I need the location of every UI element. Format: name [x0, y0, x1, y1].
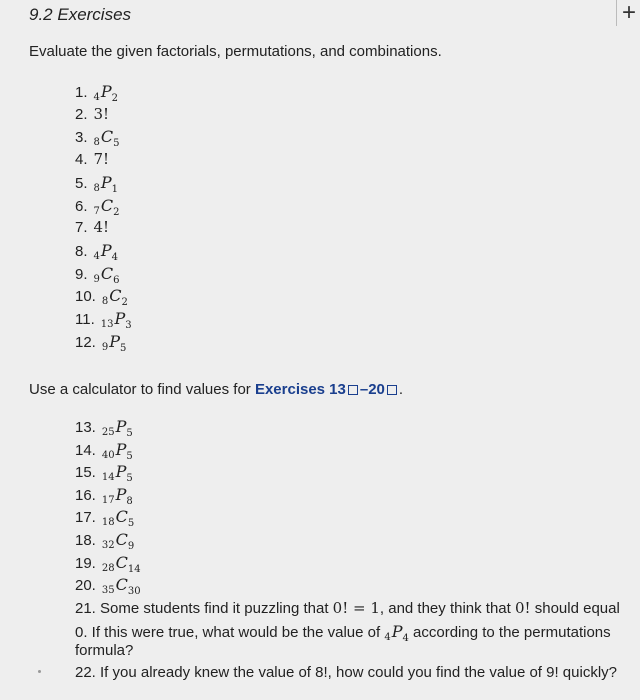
expr-pre-subscript: 8: [101, 296, 109, 308]
q21-text-e: according to the permutations: [408, 624, 611, 641]
exercise-expression: [93, 82, 119, 104]
exercise-item: [75, 286, 128, 308]
exercise-number: 15.: [75, 464, 96, 482]
expr-operator: C: [115, 530, 128, 549]
question-21-line3: formula?: [75, 642, 134, 659]
exercise-item: [75, 530, 134, 552]
zero-factorial-2: 0!: [514, 599, 531, 617]
exercise-expression: [101, 507, 135, 530]
exercise-number: 13.: [75, 419, 96, 436]
link-label-end: –20: [359, 381, 385, 398]
q21-op: P: [391, 622, 403, 641]
exercise-number: 1.: [75, 84, 88, 101]
expr-pre-subscript: 25: [101, 427, 115, 438]
exercise-number: 16.: [75, 486, 96, 504]
expr-operator: C: [109, 286, 122, 306]
exercise-item: [75, 440, 133, 462]
expr-operator: P: [115, 484, 127, 504]
list-bullet: [38, 670, 41, 673]
expr-subscript: 14: [127, 563, 141, 575]
expr-operator: P: [115, 417, 127, 436]
link-label-start: Exercises 13: [254, 381, 346, 398]
exercise-expression: [93, 240, 119, 263]
exercise-expression: [93, 127, 120, 150]
exercise-number: 5.: [75, 174, 88, 192]
exercise-expression: [101, 530, 135, 552]
exercise-item: [75, 332, 126, 354]
expr-pre-subscript: 17: [101, 494, 115, 506]
expr-subscript: 1: [111, 183, 119, 195]
expr-subscript: 30: [127, 586, 141, 598]
exercise-expression: 4!: [93, 218, 110, 237]
q21-text-a: 21. Some students find it puzzling that: [75, 600, 333, 617]
expr-operator: C: [115, 552, 128, 572]
exercise-item: [75, 150, 109, 168]
expr-subscript: 5: [126, 428, 133, 439]
exercise-item: [75, 82, 118, 104]
expr-pre-subscript: 7: [93, 205, 100, 217]
exercise-item: [75, 507, 134, 529]
exercise-item: [75, 575, 141, 597]
expr-operator: C: [115, 507, 128, 527]
expr-operator: P: [109, 331, 120, 351]
exercise-item: [75, 417, 133, 439]
zero-factorial: 0!: [332, 599, 349, 617]
exercise-item: [75, 218, 109, 236]
question-21-line2: [75, 622, 611, 644]
expr-pre-subscript: 8: [93, 182, 100, 194]
exercise-item: [75, 485, 133, 507]
intro-instruction: Evaluate the given factorials, permutations, and combinations.: [29, 43, 442, 60]
exercises-link[interactable]: [255, 381, 399, 398]
q21-pre: 4: [384, 632, 391, 643]
exercise-number: 18.: [75, 532, 96, 549]
q21-text-d: 0. If this were true, what would be the value of: [75, 624, 385, 641]
q21-permutation: [384, 622, 409, 644]
expr-pre-subscript: 18: [101, 517, 115, 529]
exercise-number: 20.: [75, 577, 96, 595]
exercise-number: 9.: [75, 265, 88, 283]
expr-pre-subscript: 4: [93, 250, 100, 262]
exercise-expression: [101, 331, 127, 354]
exercise-item: [75, 264, 120, 286]
expr-pre-subscript: 9: [93, 273, 100, 285]
expr-subscript: 6: [113, 274, 120, 286]
exercise-item: [75, 241, 118, 263]
expr-pre-subscript: 8: [93, 137, 100, 149]
exercise-expression: [101, 286, 128, 309]
exercise-expression: [93, 195, 120, 218]
exercise-expression: [101, 439, 133, 462]
expr-pre-subscript: 32: [101, 540, 115, 551]
expr-operator: C: [100, 195, 114, 215]
plus-icon[interactable]: +: [616, 0, 640, 26]
exercise-item: [75, 309, 132, 331]
exercise-item: [75, 173, 118, 195]
expr-subscript: 5: [120, 342, 127, 354]
exercise-expression: [101, 552, 141, 575]
exercise-item: [75, 196, 120, 218]
expr-pre-subscript: 35: [101, 585, 115, 597]
expr-pre-subscript: 28: [101, 562, 115, 574]
exercise-number: 10.: [75, 288, 96, 306]
expr-operator: P: [114, 309, 126, 328]
expr-subscript: 3: [125, 320, 132, 331]
exercise-number: 7.: [75, 219, 88, 237]
exercise-expression: 7!: [93, 150, 110, 169]
expr-operator: C: [115, 575, 128, 595]
q21-text-b: , and they think that: [379, 600, 515, 617]
exercise-item: [75, 105, 109, 123]
calculator-instruction: [29, 381, 403, 398]
exercise-number: 6.: [75, 197, 88, 215]
q21-sub: 4: [402, 633, 409, 644]
expr-operator: P: [115, 462, 127, 482]
expr-subscript: 5: [127, 518, 135, 530]
exercise-expression: [101, 484, 133, 507]
exercise-number: 14.: [75, 441, 96, 459]
expr-operator: P: [115, 439, 127, 459]
exercise-number: 8.: [75, 242, 88, 260]
expr-pre-subscript: 4: [93, 92, 100, 103]
exercise-number: 12.: [75, 333, 96, 351]
exercise-item: [75, 553, 141, 575]
exercise-number: 17.: [75, 509, 96, 527]
link-box-icon: [348, 385, 358, 395]
section-title: 9.2 Exercises: [29, 5, 132, 24]
equals-one: = 1: [348, 599, 380, 617]
exercise-number: 2.: [75, 105, 88, 123]
exercise-item: [75, 462, 133, 484]
exercise-expression: [100, 309, 132, 331]
expr-pre-subscript: 14: [101, 472, 115, 484]
exercise-item: [75, 127, 120, 149]
expr-subscript: 2: [121, 297, 128, 309]
q21-text-c: should equal: [530, 600, 620, 617]
expr-subscript: 5: [126, 473, 133, 485]
exercise-expression: 3!: [93, 104, 110, 123]
exercise-number: 3.: [75, 129, 88, 147]
expr-pre-subscript: 13: [100, 319, 114, 330]
expr-pre-subscript: 9: [101, 341, 109, 353]
expr-operator: C: [100, 127, 114, 147]
question-22: 22. If you already knew the value of 8!, how could you find the value of 9! quickly?: [75, 664, 617, 681]
exercise-number: 11.: [75, 311, 95, 328]
expr-subscript: 2: [113, 206, 120, 218]
expr-operator: P: [100, 82, 112, 101]
expr-operator: C: [100, 263, 114, 283]
expr-subscript: 5: [126, 450, 133, 462]
expr-pre-subscript: 40: [101, 449, 115, 461]
exercise-number: 19.: [75, 554, 96, 572]
instruction-text: Use a calculator to find values for: [29, 381, 255, 398]
exercise-expression: [101, 417, 133, 439]
expr-operator: P: [100, 240, 112, 260]
instruction-period: .: [398, 381, 404, 398]
expr-subscript: 2: [111, 93, 119, 104]
expr-subscript: 5: [113, 138, 120, 150]
exercise-expression: [93, 172, 119, 195]
expr-operator: P: [100, 172, 112, 192]
exercise-expression: [101, 575, 141, 598]
exercise-expression: [93, 263, 120, 286]
question-21-line1: [75, 599, 620, 617]
expr-subscript: 4: [111, 251, 119, 263]
expr-subscript: 8: [126, 495, 133, 507]
expr-subscript: 9: [127, 541, 135, 552]
exercise-number: 4.: [75, 151, 88, 169]
link-box-icon: [387, 385, 397, 395]
exercise-expression: [101, 462, 133, 485]
